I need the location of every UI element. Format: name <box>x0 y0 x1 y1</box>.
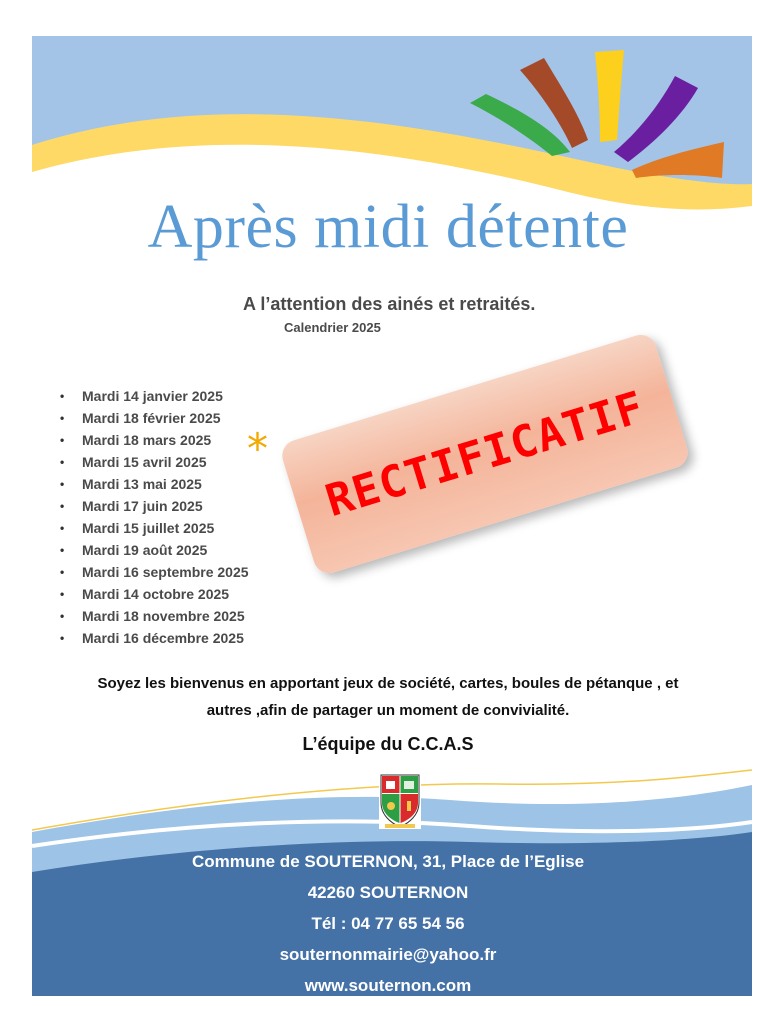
footer-postal: 42260 SOUTERNON <box>307 883 469 902</box>
date-item: • Mardi 18 mars 2025 <box>60 429 249 451</box>
calendar-label: Calendrier 2025 <box>284 320 381 335</box>
date-item: • Mardi 14 janvier 2025 <box>60 385 249 407</box>
date-item: • Mardi 15 avril 2025 <box>60 451 249 473</box>
subtitle: A l’attention des ainés et retraités. <box>243 294 536 314</box>
footer-contact <box>0 846 776 1001</box>
coat-of-arms-icon <box>379 773 421 829</box>
date-item: • Mardi 14 octobre 2025 <box>60 583 249 605</box>
stamp-text: RECTIFICATIF <box>319 381 651 527</box>
date-item: • Mardi 13 mai 2025 <box>60 473 249 495</box>
team-signature: L’équipe du C.C.A.S <box>302 734 474 754</box>
footer-address: Commune de SOUTERNON, 31, Place de l’Eglise <box>191 852 585 871</box>
asterisk-mark: * <box>247 424 268 473</box>
footer-website[interactable]: www.souternon.com <box>304 976 472 995</box>
dates-list <box>60 385 249 649</box>
welcome-message <box>60 670 716 724</box>
date-item: • Mardi 15 juillet 2025 <box>60 517 249 539</box>
date-item: • Mardi 18 novembre 2025 <box>60 605 249 627</box>
date-item: • Mardi 18 février 2025 <box>60 407 249 429</box>
welcome-line-1: Soyez les bienvenus en apportant jeux de société, cartes, boules de pétanque , et <box>97 675 679 692</box>
date-item: • Mardi 16 décembre 2025 <box>60 627 249 649</box>
date-item: • Mardi 16 septembre 2025 <box>60 561 249 583</box>
welcome-line-2: autres ,afin de partager un moment de convivialité. <box>206 702 570 719</box>
footer-email[interactable]: souternonmairie@yahoo.fr <box>279 945 497 964</box>
footer-phone: Tél : 04 77 65 54 56 <box>311 914 465 933</box>
date-item: • Mardi 17 juin 2025 <box>60 495 249 517</box>
page-title: Après midi détente <box>147 193 629 261</box>
date-item: • Mardi 19 août 2025 <box>60 539 249 561</box>
